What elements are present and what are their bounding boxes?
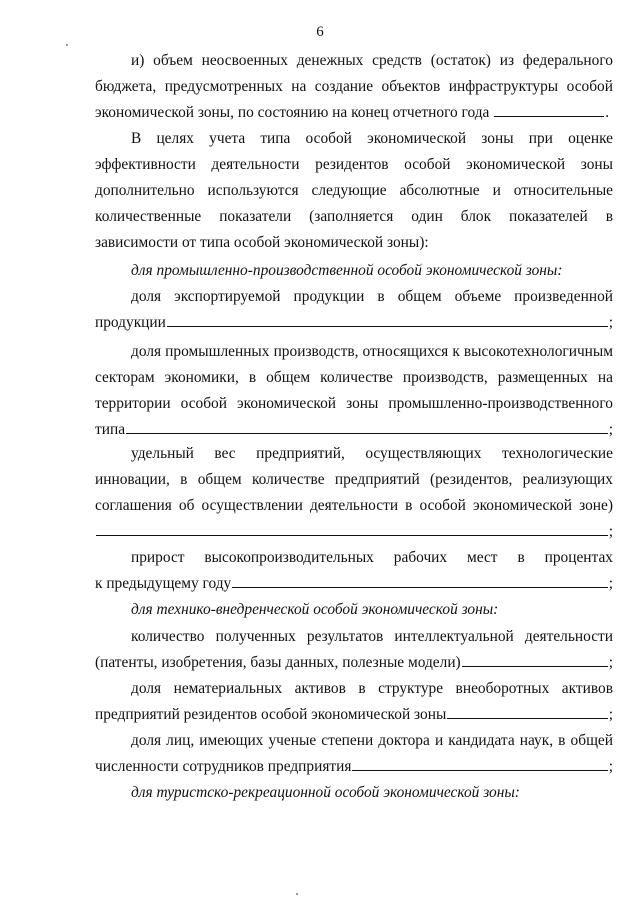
innovation-share-end: ; [608, 523, 613, 540]
industrial-section-heading: для промышленно-производственной особой экономической зоны: [131, 262, 563, 279]
scan-speck [66, 44, 68, 46]
intangible-share-text: доля нематериальных активов в структуре внеоборотных активов [131, 680, 613, 697]
ip-results-end: ; [608, 654, 613, 671]
innovation-share-row [95, 519, 613, 545]
innovation-share-blank-line [96, 519, 608, 536]
export-share-end: ; [608, 314, 613, 331]
intro-paragraph: В целях учета типа особой экономической зоны при оценке эффективности деятельности резидентов особой экономической зоны дополнительно используются следующие абсолютные и относительные количественные показатели (заполняется один блок показателей в зависимости от типа особой экономической зоны): [95, 130, 613, 251]
intangible-share-blank-line [447, 702, 607, 719]
hightech-share-blank-line [126, 417, 608, 434]
ip-results-text: количество полученных результатов интеллектуальной деятельности [131, 628, 613, 645]
export-share-text: доля экспортируемой продукции в общем объеме произведенной [131, 288, 613, 305]
jobs-growth-blank-line [232, 571, 607, 588]
hightech-share-end: ; [608, 421, 613, 438]
intangible-share-row [95, 702, 613, 728]
ip-results-tail: (патенты, изобретения, базы данных, полезные модели) [95, 654, 461, 671]
degree-share-text: доля лиц, имеющих ученые степени доктора и кандидата наук, в общей [131, 732, 613, 749]
ip-results-blank-line [462, 650, 608, 667]
jobs-growth-text: прирост высокопроизводительных рабочих мест в процентах [131, 549, 613, 566]
jobs-growth-row [95, 571, 613, 597]
innovation-share-text: удельный вес предприятий, осуществляющих технологические инновации, в общем количестве предприятий (резидентов, реализующих соглашения об осуществлении деятельности в особой экономической зоне) [95, 445, 613, 514]
export-share-blank-line [167, 310, 608, 327]
jobs-growth-end: ; [608, 575, 613, 592]
degree-share-blank-line [352, 754, 607, 771]
hightech-share-tail: типа [95, 421, 126, 438]
degree-share-end: ; [608, 758, 613, 775]
item-i-paragraph [95, 48, 613, 126]
degree-share-row [95, 754, 613, 780]
hightech-share-row [95, 417, 613, 443]
degree-share-tail: численности сотрудников предприятия [95, 758, 352, 775]
item-i-blank-line [494, 100, 604, 117]
hightech-share-text: доля промышленных производств, относящихся к высокотехнологичным секторам экономики, в общем количестве производств, размещенных на территории особой экономической зоны промышленно-производственного [95, 343, 613, 412]
item-i-text: и) объем неосвоенных денежных средств (остаток) из федерального бюджета, предусмотренных на создание объектов инфраструктуры особой экономической зоны, по состоянию на конец отчетного года [95, 52, 613, 121]
jobs-growth-tail: к предыдущему году [95, 575, 232, 592]
ip-results-row [95, 650, 613, 676]
export-share-tail: продукции [95, 314, 166, 331]
tech-section-heading: для технико-внедренческой особой экономической зоны: [131, 601, 499, 618]
page-number: 6 [316, 24, 324, 40]
export-share-row [95, 310, 613, 336]
item-i-end: . [605, 104, 610, 121]
intangible-share-end: ; [608, 706, 613, 723]
scan-speck [296, 893, 298, 895]
tourist-section-heading: для туристско-рекреационной особой экономической зоны: [131, 784, 520, 801]
intangible-share-tail: предприятий резидентов особой экономической зоны [95, 706, 447, 723]
